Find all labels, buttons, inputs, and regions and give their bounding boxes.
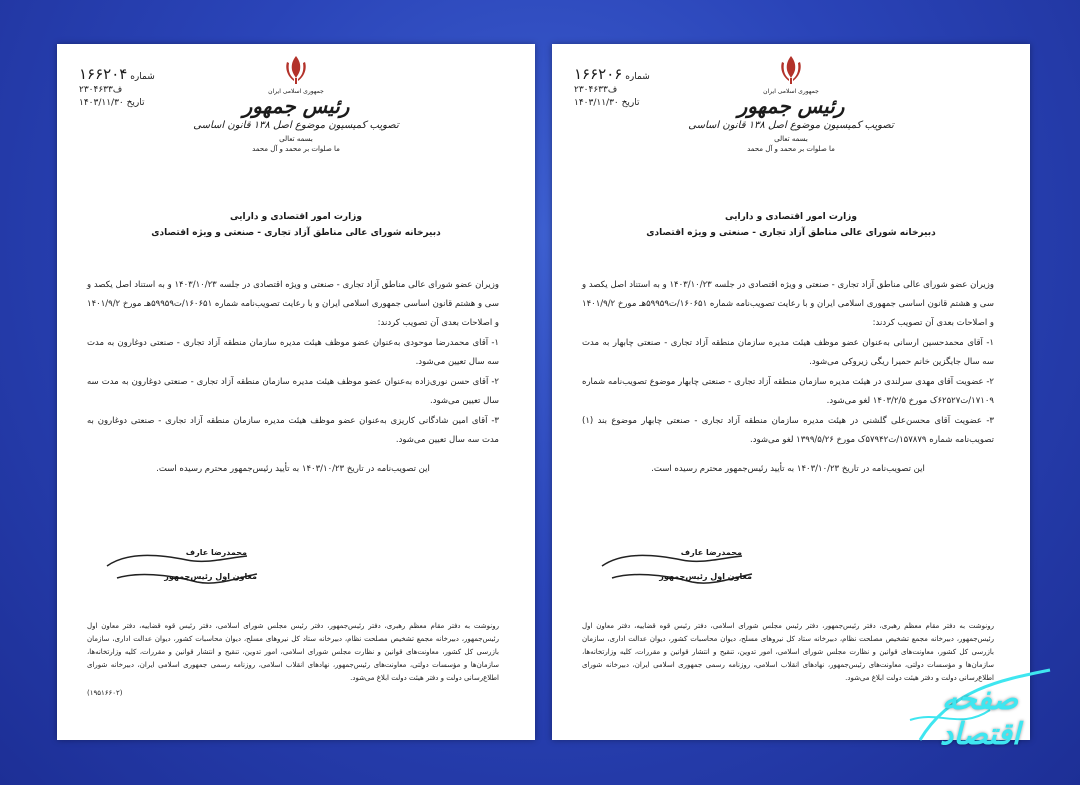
document-letterhead bbox=[57, 88, 535, 153]
signer-name: محمدرضا عارف bbox=[680, 548, 742, 557]
doc-ref: ۲۳۰۴۶۳۳ف bbox=[79, 85, 123, 95]
carbon-copy-list bbox=[87, 620, 499, 700]
org-title: رئیس جمهور bbox=[242, 94, 350, 118]
doc-date: ۱۴۰۳/۱۱/۳۰ bbox=[574, 98, 619, 108]
signature-block bbox=[97, 548, 267, 598]
brand-text: صفحه اقتصاد bbox=[939, 682, 1021, 752]
approval-note: این تصویب‌نامه در تاریخ ۱۴۰۳/۱۰/۲۳ به تأیید رئیس‌جمهور محترم رسیده است. bbox=[651, 464, 925, 474]
decree-document-left bbox=[57, 44, 535, 740]
doc-ref: ۲۳۰۴۶۳۳ف bbox=[574, 85, 618, 95]
iran-emblem-icon bbox=[281, 54, 311, 86]
signer-title: معاون اول رئیس‌جمهور bbox=[164, 572, 257, 581]
iran-emblem-icon bbox=[776, 54, 806, 86]
doc-code: (۱۹۵۱۶۶۰۲) bbox=[87, 689, 123, 697]
addressee bbox=[57, 209, 535, 241]
addressee-line-1: وزارت امور اقتصادی و دارایی bbox=[725, 212, 857, 222]
doc-number-label: شماره bbox=[622, 72, 650, 82]
signer-name: محمدرضا عارف bbox=[185, 548, 247, 557]
doc-subtitle: تصویب کمیسیون موضوع اصل ۱۳۸ قانون اساسی bbox=[193, 120, 399, 131]
signature-block bbox=[592, 548, 762, 598]
decree-item: ۱- آقای محمدرضا موحودی به‌عنوان عضو موظف هیئت مدیره سازمان منطقه آزاد تجاری - صنعتی دوغارون به مدت سه سال تعیین می‌شود. bbox=[87, 338, 499, 367]
decree-document-right bbox=[552, 44, 1030, 740]
org-small: جمهوری اسلامی ایران bbox=[268, 88, 324, 95]
salawat: ما صلوات بر محمد و آل محمد bbox=[252, 145, 340, 153]
basmala: بسمه تعالی bbox=[774, 135, 808, 143]
decree-item: ۱- آقای محمدحسین ارسانی به‌عنوان عضو موظف هیئت مدیره سازمان منطقه آزاد تجاری - صنعتی چابهار به مدت سه سال جایگزین خانم حمیرا ریگی زیروکی می‌شود. bbox=[582, 338, 994, 367]
decree-item: ۳- آقای امین شادگانی کاریزی به‌عنوان عضو موظف هیئت مدیره سازمان منطقه آزاد تجاری - صنعتی دوغارون به مدت سه سال تعیین می‌شود. bbox=[87, 416, 499, 445]
decree-intro: وزیران عضو شورای عالی مناطق آزاد تجاری - صنعتی و ویژه اقتصادی در جلسه ۱۴۰۳/۱۰/۲۳ و به استناد اصل یکصد و سی و هشتم قانون اساسی جمهوری اسلامی ایران و با رعایت تصویب‌نامه شماره ۱۶۰۶۵۱/ت۵۹۹۵۹هـ مورخ ۱۴۰۱/۹/۲ و اصلاحات بعدی آن تصویب کردند: bbox=[87, 280, 500, 328]
approval-note: این تصویب‌نامه در تاریخ ۱۴۰۳/۱۰/۲۳ به تأیید رئیس‌جمهور محترم رسیده است. bbox=[156, 464, 430, 474]
salawat: ما صلوات بر محمد و آل محمد bbox=[747, 145, 835, 153]
document-letterhead bbox=[552, 88, 1030, 153]
doc-number: ۱۶۶۲۰۶ bbox=[574, 65, 623, 83]
doc-date-label: تاریخ bbox=[618, 98, 640, 108]
brand-logo bbox=[900, 650, 1060, 760]
decree-item: ۲- عضویت آقای مهدی سرلندی در هیئت مدیره سازمان منطقه آزاد تجاری - صنعتی چابهار موضوع تصویب‌نامه شماره ۱۷۱۰۹/ت۶۲۵۲۷ک مورخ ۱۴۰۳/۲/۵ لغو می‌شود. bbox=[582, 377, 994, 406]
decree-body bbox=[87, 276, 499, 479]
org-title: رئیس جمهور bbox=[737, 94, 845, 118]
addressee-line-2: دبیرخانه شورای عالی مناطق آزاد تجاری - صنعتی و ویژه اقتصادی bbox=[646, 228, 936, 238]
cc-text: رونوشت به دفتر مقام معظم رهبری، دفتر رئیس‌جمهور، دفتر رئیس مجلس شورای اسلامی، دفتر رئیس قوه قضاییه، دفتر معاون اول رئیس‌جمهور، دبیرخانه مجمع تشخیص مصلحت نظام، دبیرخانه ستاد کل نیروهای مسلح، دیوان محاسبات کشور، دیوان عدالت اداری، سازمان بازرسی کل کشور، معاونت‌های قوانین و نظارت مجلس شورای اسلامی، امور تدوین، تنقیح و انتشار قوانین و مقررات، کلیه وزارتخانه‌ها، سازمان‌ها و مؤسسات دولتی، معاونت‌های رئیس‌جمهور، نهادهای انقلاب اسلامی، روزنامه رسمی جمهوری اسلامی ایران، دبیرخانه شورای اطلاع‌رسانی دولت و دفتر هیئت دولت ابلاغ می‌شود. bbox=[87, 622, 499, 682]
addressee bbox=[552, 209, 1030, 241]
doc-subtitle: تصویب کمیسیون موضوع اصل ۱۳۸ قانون اساسی bbox=[688, 120, 894, 131]
decree-body bbox=[582, 276, 994, 479]
doc-date-label: تاریخ bbox=[123, 98, 145, 108]
decree-item: ۳- عضویت آقای محسن‌علی گلشنی در هیئت مدیره سازمان منطقه آزاد تجاری - صنعتی چابهار موضوع بند (۱) تصویب‌نامه شماره ۱۵۷۸۷۹/ت۵۷۹۴۲ک مورخ ۱۳۹۹/۵/۲۶ لغو می‌شود. bbox=[582, 416, 994, 445]
org-small: جمهوری اسلامی ایران bbox=[763, 88, 819, 95]
addressee-line-1: وزارت امور اقتصادی و دارایی bbox=[230, 212, 362, 222]
decree-item: ۲- آقای حسن نوری‌زاده به‌عنوان عضو موظف هیئت مدیره سازمان منطقه آزاد تجاری - صنعتی دوغارون به مدت سه سال تعیین می‌شود. bbox=[87, 377, 499, 406]
doc-number-label: شماره bbox=[127, 72, 155, 82]
decree-intro: وزیران عضو شورای عالی مناطق آزاد تجاری - صنعتی و ویژه اقتصادی در جلسه ۱۴۰۳/۱۰/۲۳ و به استناد اصل یکصد و سی و هشتم قانون اساسی جمهوری اسلامی ایران و با رعایت تصویب‌نامه شماره ۱۶۰۶۵۱/ت۵۹۹۵۹هـ مورخ ۱۴۰۱/۹/۲ و اصلاحات بعدی آن تصویب کردند: bbox=[582, 280, 995, 328]
basmala: بسمه تعالی bbox=[279, 135, 313, 143]
cc-text: رونوشت به دفتر مقام معظم رهبری، دفتر رئیس‌جمهور، دفتر رئیس مجلس شورای اسلامی، دفتر رئیس قوه قضاییه، دفتر معاون اول رئیس‌جمهور، دبیرخانه مجمع تشخیص مصلحت نظام، دبیرخانه ستاد کل نیروهای مسلح، دیوان محاسبات کشور، دیوان عدالت اداری، سازمان بازرسی کل کشور، معاونت‌های قوانین و نظارت مجلس شورای اسلامی، امور تدوین، تنقیح و انتشار قوانین و مقررات، کلیه وزارتخانه‌ها، سازمان‌ها و مؤسسات دولتی، معاونت‌های رئیس‌جمهور، نهادهای انقلاب اسلامی، روزنامه رسمی جمهوری اسلامی ایران، دبیرخانه شورای اطلاع‌رسانی دولت و دفتر هیئت دولت ابلاغ می‌شود. bbox=[582, 622, 994, 682]
addressee-line-2: دبیرخانه شورای عالی مناطق آزاد تجاری - صنعتی و ویژه اقتصادی bbox=[151, 228, 441, 238]
doc-date: ۱۴۰۳/۱۱/۳۰ bbox=[79, 98, 124, 108]
doc-number: ۱۶۶۲۰۴ bbox=[79, 65, 128, 83]
signer-title: معاون اول رئیس‌جمهور bbox=[659, 572, 752, 581]
